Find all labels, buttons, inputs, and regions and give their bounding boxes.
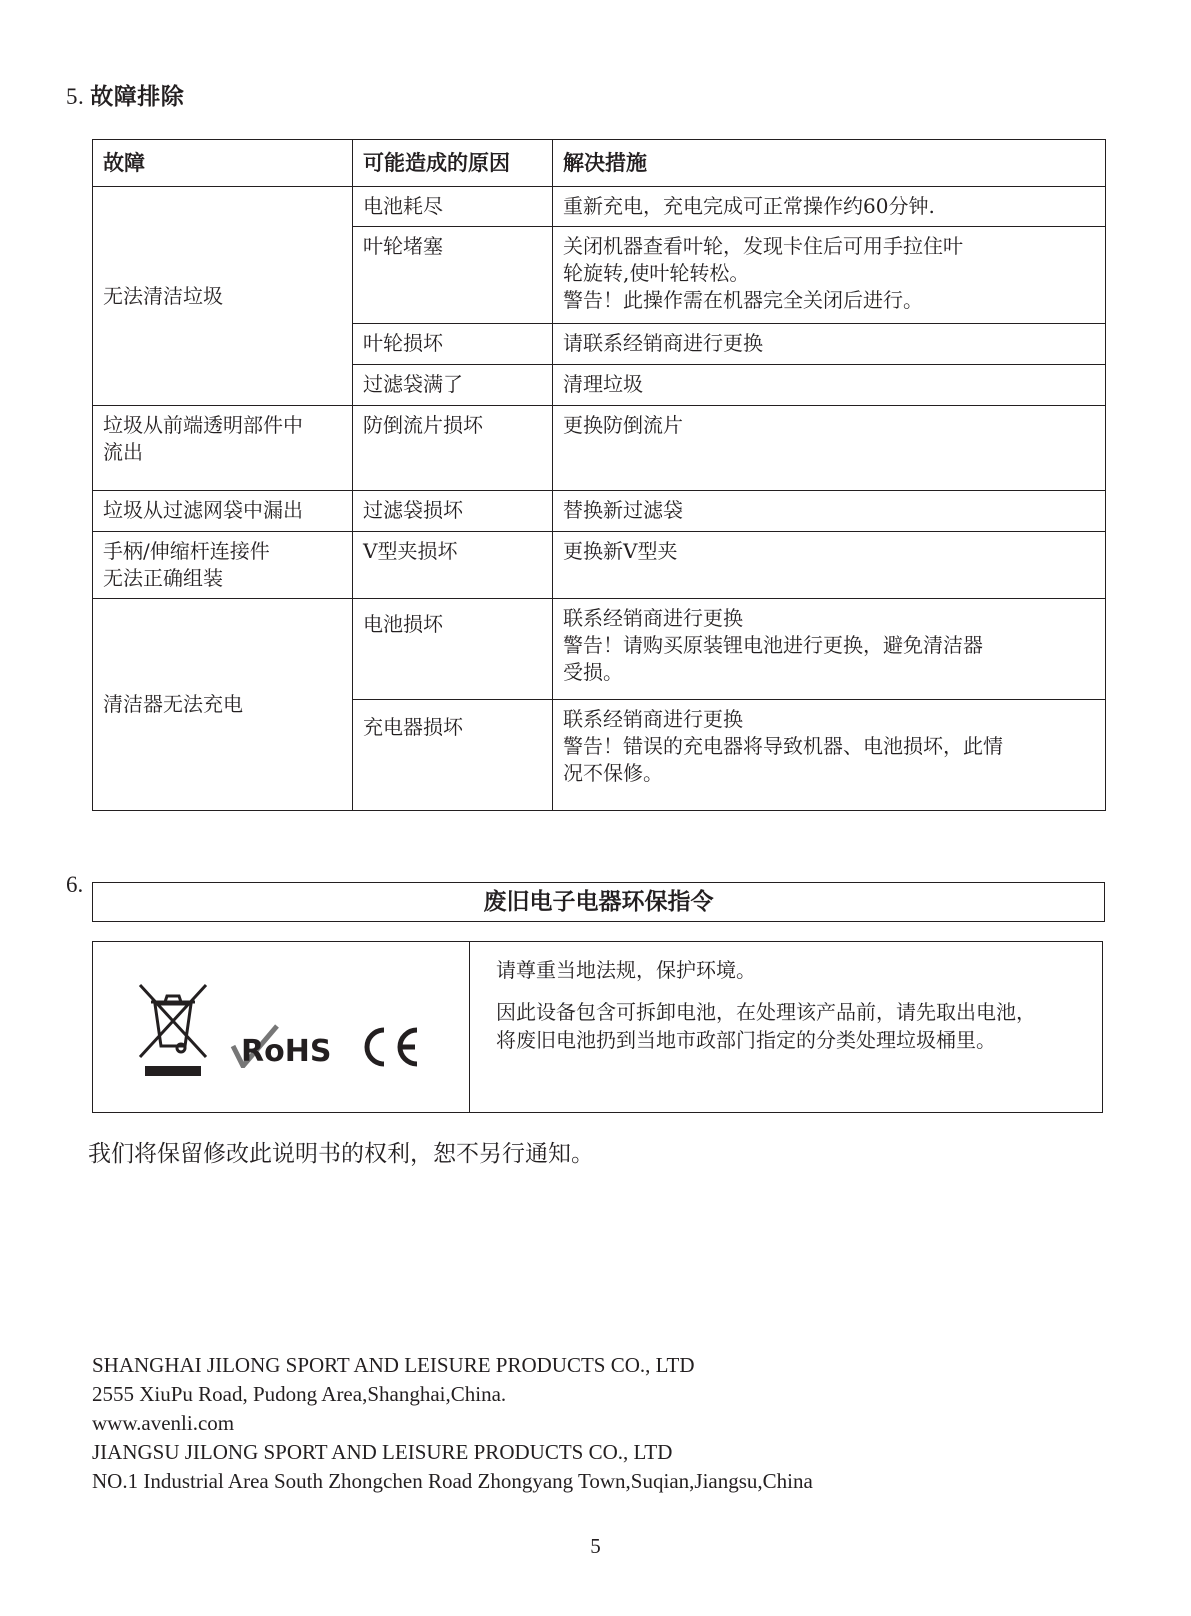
table-row [93,187,1106,227]
reserve-rights-notice: 我们将保留修改此说明书的权利，恕不另行通知。 [88,1141,594,1167]
section-6-title: 废旧电子电器环保指令 [92,882,1105,922]
table-row [93,599,1106,700]
header-cause: 可能造成的原因 [353,140,553,187]
cause-cell: 充电器损坏 [353,700,553,811]
solution-cell: 更换防倒流片 [553,406,1106,491]
ce-text: CE [355,1024,357,1025]
footer-line: JIANGSU JILONG SPORT AND LEISURE PRODUCTS CO., LTD [92,1440,673,1464]
fault-cell: 手柄/伸缩杆连接件 无法正确组装 [93,532,353,599]
section-5-title [66,78,184,111]
environment-paragraph-2: 因此设备包含可拆卸电池，在处理该产品前，请先取出电池， 将废旧电池扔到当地市政部门指定的分类处理垃圾桶里。 [496,1000,1036,1052]
table-row [93,491,1106,532]
cause-cell: 过滤袋满了 [353,365,553,406]
solution-cell: 请联系经销商进行更换 [553,324,1106,365]
environment-box [92,941,1103,1113]
solution-cell: 关闭机器查看叶轮，发现卡住后可用手拉住叶 轮旋转,使叶轮转松。 警告！此操作需在机器完全关闭后进行。 [553,227,1106,324]
table-header-row [93,140,1106,187]
cause-cell: 叶轮堵塞 [353,227,553,324]
troubleshooting-table [92,139,1106,811]
section-6-number: 6. [66,872,84,897]
certification-logos [93,942,470,1112]
header-fault: 故障 [93,140,353,187]
fault-cell: 无法清洁垃圾 [93,187,353,406]
rohs-text: RoHS [241,1034,332,1069]
cause-cell: 过滤袋损坏 [353,491,553,532]
footer-line: SHANGHAI JILONG SPORT AND LEISURE PRODUCTS CO., LTD [92,1353,695,1377]
solution-cell: 替换新过滤袋 [553,491,1106,532]
footer-website: www.avenli.com [92,1411,235,1435]
environment-text [470,942,1102,1112]
company-footer [92,1351,813,1496]
environment-paragraph-1: 请尊重当地法规，保护环境。 [496,958,756,982]
solution-cell: 更换新V型夹 [553,532,1106,599]
section-5-number: 5. [66,84,85,109]
solution-cell: 清理垃圾 [553,365,1106,406]
header-solution: 解决措施 [553,140,1106,187]
cause-cell: 叶轮损坏 [353,324,553,365]
solution-cell: 重新充电，充电完成可正常操作约60分钟. [553,187,1106,227]
fault-cell: 垃圾从前端透明部件中 流出 [93,406,353,491]
ce-mark-icon [355,1024,421,1070]
fault-cell: 垃圾从过滤网袋中漏出 [93,491,353,532]
cause-cell: 电池损坏 [353,599,553,700]
rohs-logo [227,1022,337,1068]
cause-cell: 防倒流片损坏 [353,406,553,491]
page-number: 5 [590,1534,601,1558]
solution-cell: 联系经销商进行更换 警告！请购买原装锂电池进行更换，避免清洁器 受损。 [553,599,1106,700]
weee-crossed-bin-icon [137,982,209,1078]
fault-cell: 清洁器无法充电 [93,599,353,811]
table-row [93,532,1106,599]
section-5-heading: 故障排除 [90,84,185,110]
cause-cell: 电池耗尽 [353,187,553,227]
cause-cell: V型夹损坏 [353,532,553,599]
solution-cell: 联系经销商进行更换 警告！错误的充电器将导致机器、电池损坏，此情 况不保修。 [553,700,1106,811]
table-row [93,406,1106,491]
footer-line: 2555 XiuPu Road, Pudong Area,Shanghai,China. [92,1382,507,1406]
footer-line: NO.1 Industrial Area South Zhongchen Road Zhongyang Town,Suqian,Jiangsu,China [92,1469,813,1493]
